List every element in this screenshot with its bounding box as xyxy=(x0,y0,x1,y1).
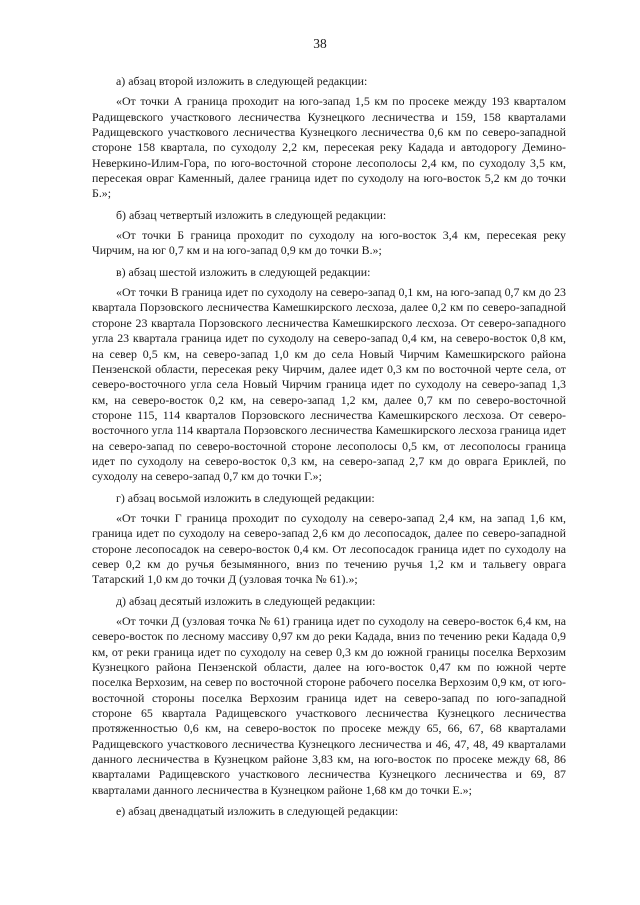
instruction-paragraph-a: а) абзац второй изложить в следующей редакции: xyxy=(116,74,368,88)
quote-paragraph-a: «От точки А граница проходит на юго-запад 1,5 км по просеке между 193 кварталом Радищевского участкового лесничества Кузнецкого лесничества и 159, 158 кварталами Радищевского участкового лесничества Кузнецкого лесничества 0,6 км по северо-западной стороне 158 квартала, по суходолу 2,2 км, пересекая реку Кадада и автодорогу Демино-Неверкино-Илим-Гора, по юго-восточной стороне лесополосы 2,4 км, по суходолу 3,5 км, пересекая овраг Каменный, далее граница идет по суходолу на юго-восток 5,2 км до точки Б.»; xyxy=(92,94,566,201)
instruction-paragraph-e: е) абзац двенадцатый изложить в следующей редакции: xyxy=(116,804,399,819)
quote-paragraph-v: «От точки В граница идет по суходолу на северо-запад 0,1 км, на юго-запад 0,7 км до 23 квартала Порзовского лесничества Камешкирского лесхоза, далее 0,2 км по северо-западной стороне 23 квартала Порзовского лесничества Камешкирского лесхоза. От северо-западного угла 23 квартала граница идет по суходолу на северо-запад 0,4 км, на северо-восток 0,8 км, на север 0,5 км, на северо-запад 1,0 км до села Новый Чирчим Камешкирского района Пензенской области, пересекая реку Чирчим, далее идет 0,3 км по восточной черте села, от северо-восточного угла села Новый Чирчим граница идет по суходолу на северо-запад 1,3 км, на северо-восток 0,2 км, на северо-запад 1,2 км, далее 0,7 км по северо-восточной стороне 115, 114 кварталов Порзовского лесничества Камешкирского лесхоза. От северо-восточного угла 114 квартала Порзовского лесничества Камешкирского лесхоза граница идет на северо-запад по северо-восточной стороне лесополосы 0,5 км, от лесополосы граница идет по суходолу на северо-восток 0,3 км, на северо-запад 2,7 км до оврага Ериклей, по суходолу на северо-запад 0,7 км до точки Г.»; xyxy=(92,285,566,484)
page-number: 38 xyxy=(313,36,327,51)
instruction-paragraph-v: в) абзац шестой изложить в следующей редакции: xyxy=(116,264,371,279)
instruction-paragraph-g: г) абзац восьмой изложить в следующей редакции: xyxy=(116,490,375,505)
instruction-paragraph-b: б) абзац четвертый изложить в следующей редакции: xyxy=(116,207,387,222)
quote-paragraph-d: «От точки Д (узловая точка № 61) граница идет по суходолу на северо-восток 6,4 км, на северо-восток по лесному массиву 0,97 км до реки Кадада, вниз по течению реки Кадада 0,9 км, от реки граница идет по суходолу на север 0,3 км до южной границы поселка Верхозим Кузнецкого района Пензенской области, далее на юго-восток 0,47 км по южной черте поселка Верхозим, на север по восточной стороне рабочего поселка Верхозим 0,9 км, от юго-восточной стороны поселка Верхозим граница идет на северо-запад по юго-западной стороне 65 квартала Радищевского участкового лесничества Кузнецкого лесничества протяженностью 0,6 км, на северо-восток по просеке между 65, 66, 67, 68 кварталами Радищевского участкового лесничества Кузнецкого лесничества и 46, 47, 48, 49 кварталами данного лесничества в Кузнецком районе 3,83 км, на юго-восток по просеке между 68, 86 кварталами Радищевского участкового лесничества Кузнецкого лесничества и 69, 87 кварталами данного лесничества в Кузнецком районе 1,68 км до точки Е.»; xyxy=(92,614,566,797)
document-body xyxy=(92,74,566,824)
quote-paragraph-b: «От точки Б граница проходит по суходолу на юго-восток 3,4 км, пересекая реку Чирчим, на юг 0,7 км и на юго-запад 0,9 км до точки В.»; xyxy=(92,228,566,258)
quote-paragraph-g: «От точки Г граница проходит по суходолу на северо-запад 2,4 км, на запад 1,6 км, граница идет по суходолу на северо-запад 2,6 км до лесопосадок, далее по северо-западной стороне лесопосадок на северо-восток 0,4 км. От лесопосадок граница идет по суходолу на север 0,2 км до ручья безымянного, вниз по течению ручья 1,2 км и тальвегу оврага Татарский 1,0 км до точки Д (узловая точка № 61).»; xyxy=(92,510,566,587)
instruction-paragraph-d: д) абзац десятый изложить в следующей редакции: xyxy=(116,593,376,608)
